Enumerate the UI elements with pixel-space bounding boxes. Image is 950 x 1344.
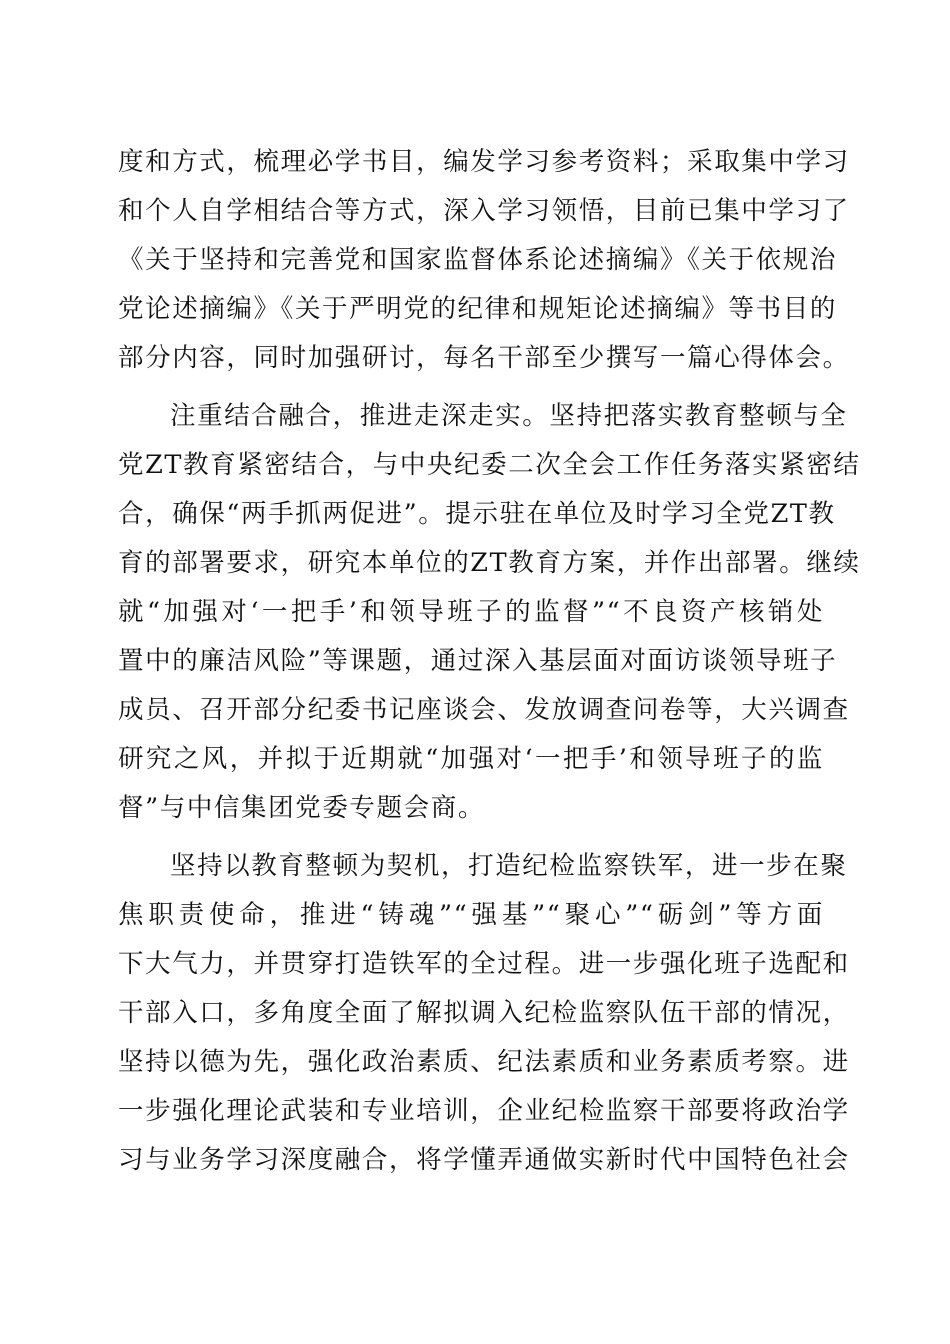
- paragraph-line: 和个人自学相结合等方式，深入学习领悟，目前已集中学习了: [118, 196, 850, 226]
- paragraph-line: 《关于坚持和完善党和国家监督体系论述摘编》《关于依规治: [118, 245, 837, 275]
- paragraph-line: 置中的廉洁风险”等课题，通过深入基层面对面访谈领导班子: [118, 646, 838, 676]
- paragraph-line: 下大气力，并贯穿打造铁军的全过程。进一步强化班子选配和: [118, 949, 850, 979]
- paragraph-2: [118, 392, 861, 833]
- paragraph-line: 注重结合融合，推进走深走实。坚持把落实教育整顿与全: [170, 401, 848, 431]
- paragraph-line: 焦职责使命，推进“铸魂”“强基”“聚心”“砺剑”等方面: [118, 900, 824, 930]
- paragraph-1: [118, 138, 850, 383]
- paragraph-line: 度和方式，梳理必学书目，编发学习参考资料；采取集中学习: [118, 147, 850, 177]
- paragraph-line: 督”与中信集团党委专题会商。: [118, 793, 485, 823]
- paragraph-line: 就“加强对‘一把手’和领导班子的监督”“不良资产核销处: [118, 597, 824, 627]
- paragraph-3: [118, 842, 850, 1185]
- paragraph-line: 一步强化理论武装和专业培训，企业纪检监察干部要将政治学: [118, 1096, 850, 1126]
- paragraph-line: 研究之风，并拟于近期就“加强对‘一把手’和领导班子的监: [118, 744, 824, 774]
- paragraph-line: 党论述摘编》《关于严明党的纪律和规矩论述摘编》等书目的: [118, 294, 837, 324]
- paragraph-line: 坚持以德为先，强化政治素质、纪法素质和业务素质考察。进: [118, 1047, 850, 1077]
- paragraph-line: 部分内容，同时加强研讨，每名干部至少撰写一篇心得体会。: [118, 343, 850, 373]
- paragraph-line: 坚持以教育整顿为契机，打造纪检监察铁军，进一步在聚: [170, 851, 848, 881]
- paragraph-line: 育的部署要求，研究本单位的ZT教育方案，并作出部署。继续: [118, 548, 861, 578]
- paragraph-line: 习与业务学习深度融合，将学懂弄通做实新时代中国特色社会: [118, 1145, 850, 1175]
- paragraph-line: 干部入口，多角度全面了解拟调入纪检监察队伍干部的情况，: [118, 998, 850, 1028]
- paragraph-line: 合，确保“两手抓两促进”。提示驻在单位及时学习全党ZT教: [118, 499, 836, 529]
- document-body: [118, 138, 861, 1185]
- paragraph-line: 成员、召开部分纪委书记座谈会、发放调查问卷等，大兴调查: [118, 695, 850, 725]
- paragraph-line: 党ZT教育紧密结合，与中央纪委二次全会工作任务落实紧密结: [118, 450, 861, 480]
